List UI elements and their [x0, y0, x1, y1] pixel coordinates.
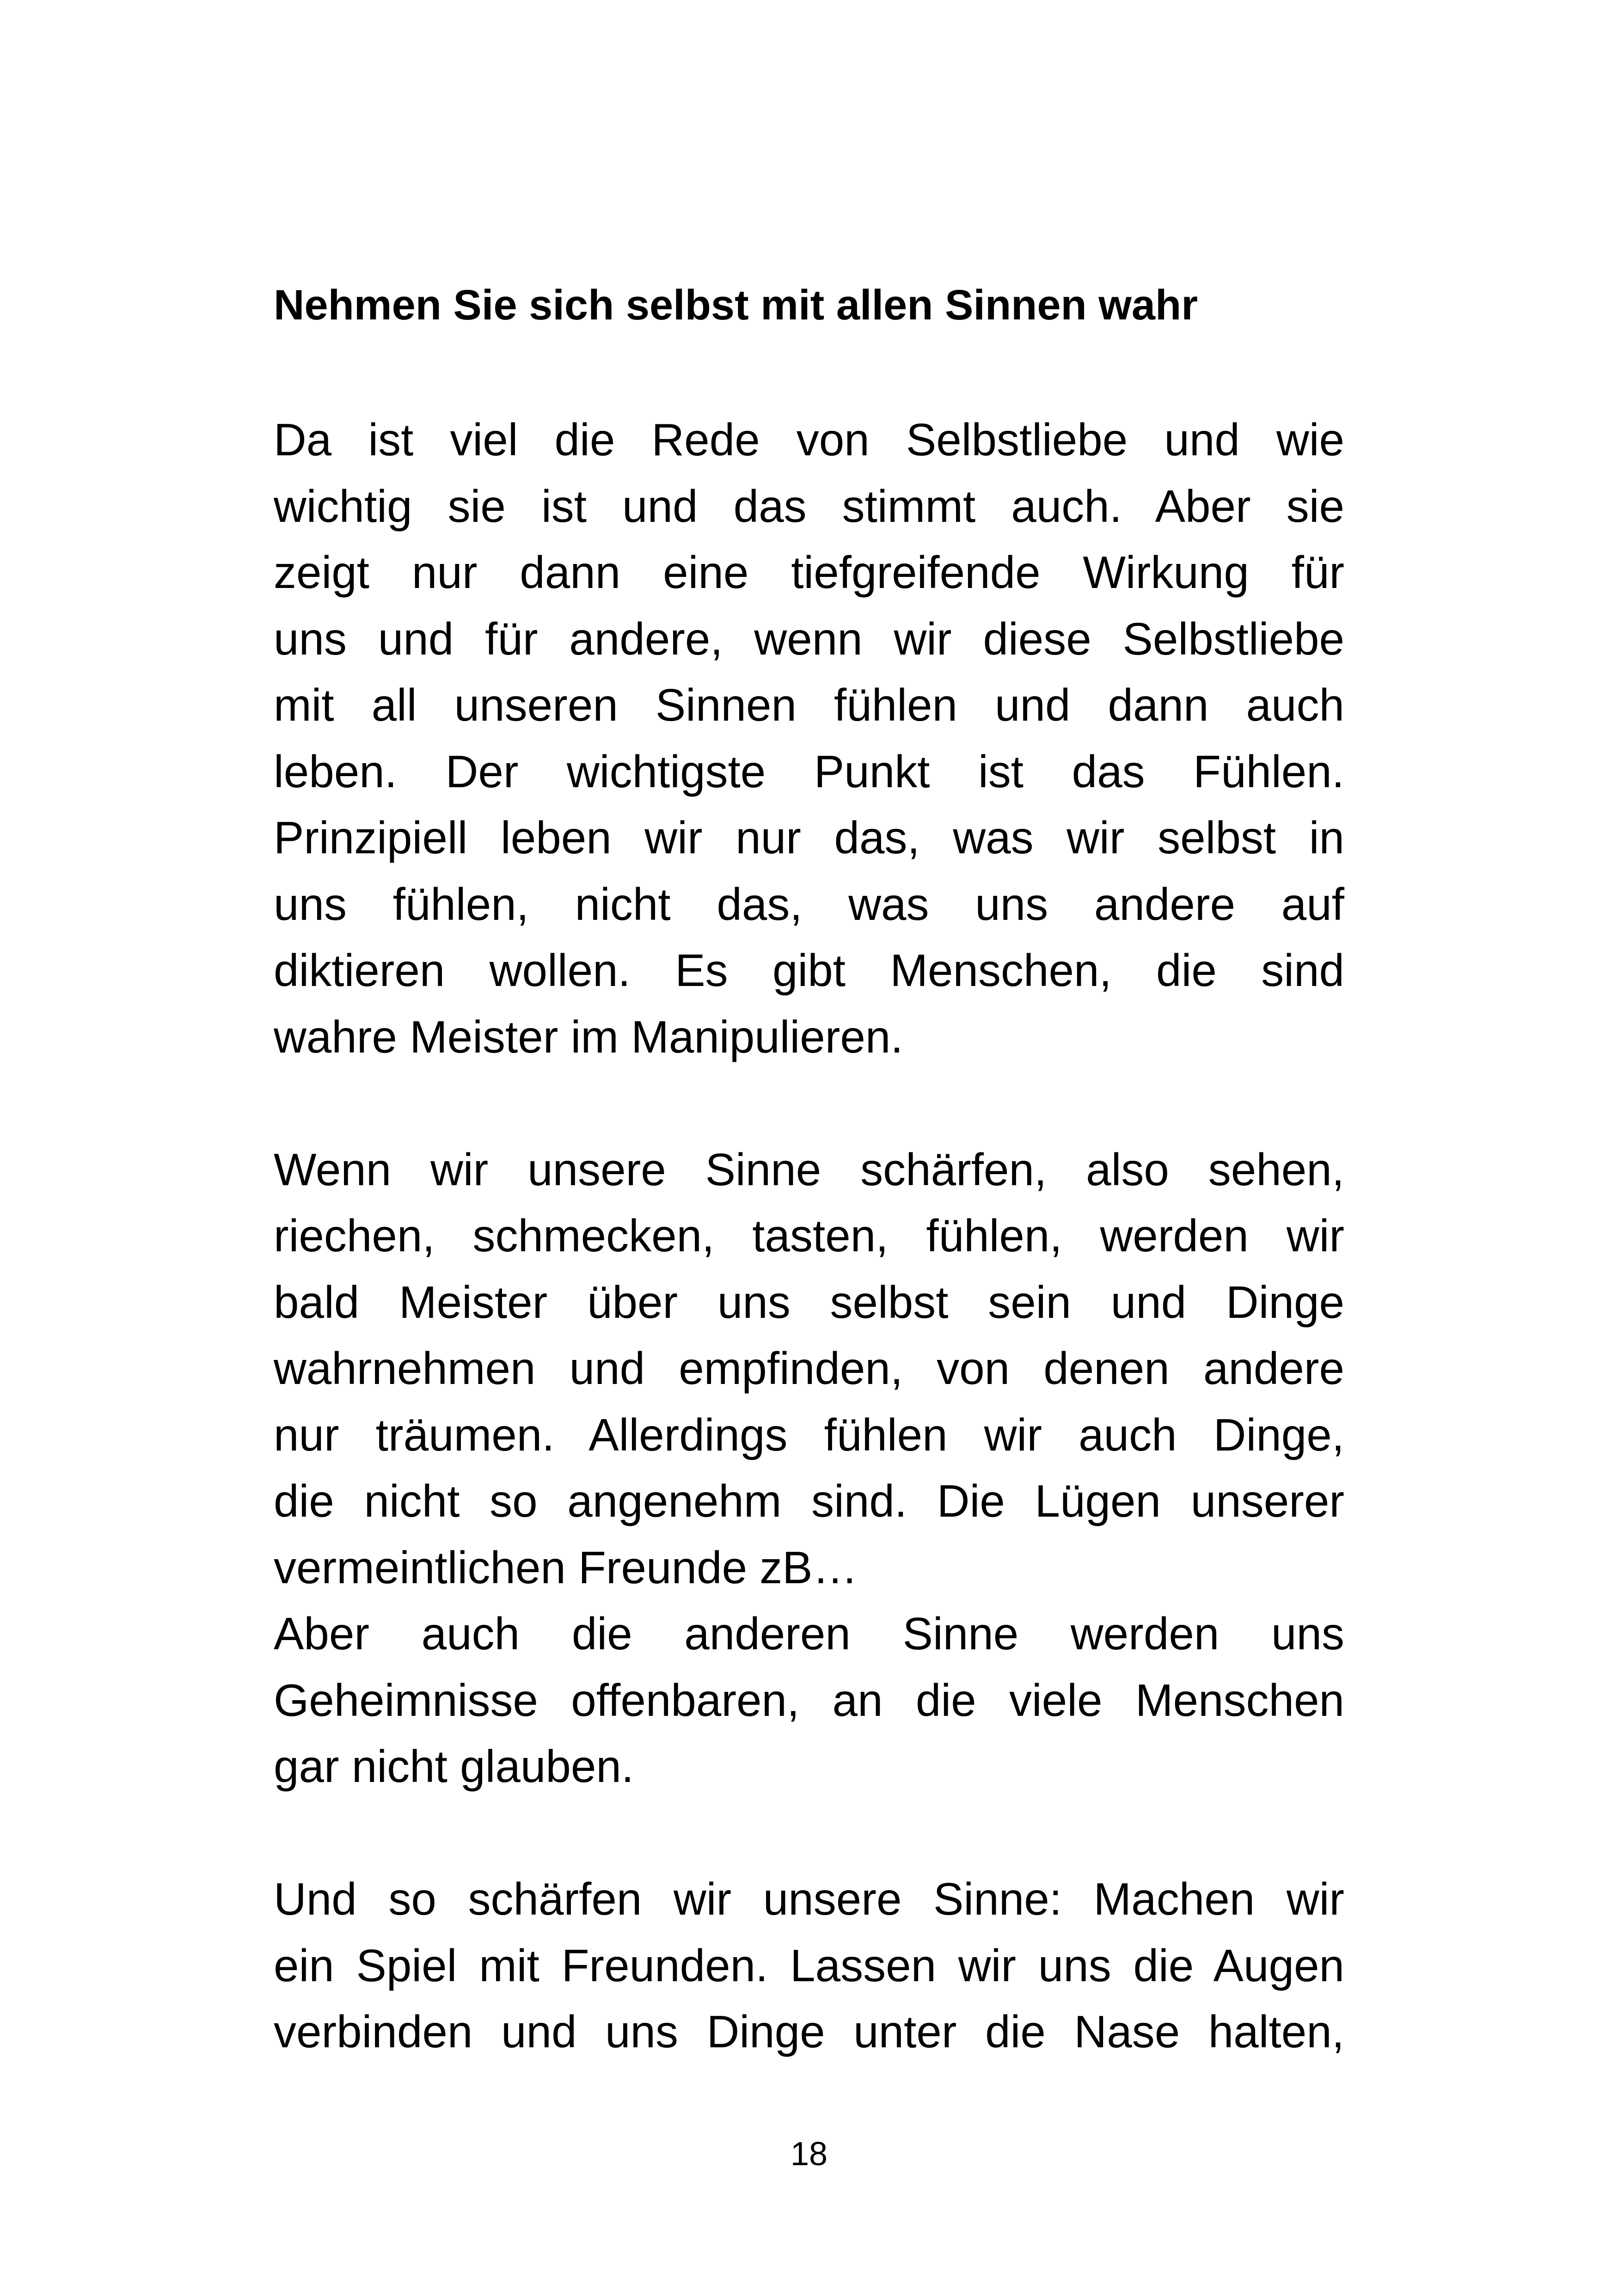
text-line: uns fühlen, nicht das, was uns andere auf: [274, 878, 1344, 930]
chapter-heading: Nehmen Sie sich selbst mit allen Sinnen wahr: [274, 282, 1198, 329]
text-line: die nicht so angenehm sind. Die Lügen unserer: [274, 1476, 1344, 1526]
text-line: wahrnehmen und empfinden, von denen andere: [274, 1343, 1344, 1394]
text-line: Und so schärfen wir unsere Sinne: Machen wir: [274, 1874, 1344, 1924]
paragraph-4: [274, 1866, 1344, 2065]
text-line: bald Meister über uns selbst sein und Dinge: [274, 1276, 1344, 1328]
text-line: Aber auch die anderen Sinne werden uns: [274, 1608, 1344, 1659]
page-content: [274, 277, 1344, 2065]
text-line: Geheimnisse offenbaren, an die viele Menschen: [274, 1674, 1344, 1726]
text-line: riechen, schmecken, tasten, fühlen, werden wir: [274, 1210, 1344, 1261]
paragraph-3: [274, 1601, 1344, 1800]
paragraph-2: [274, 1137, 1344, 1601]
text-line: nur träumen. Allerdings fühlen wir auch Dinge,: [274, 1409, 1344, 1460]
text-line: uns und für andere, wenn wir diese Selbstliebe: [274, 613, 1344, 664]
paragraph-spacer: [274, 1070, 1344, 1137]
paragraph-1: [274, 407, 1344, 1070]
text-line: wichtig sie ist und das stimmt auch. Aber sie: [274, 480, 1344, 532]
text-line: vermeintlichen Freunde zB…: [274, 1542, 858, 1593]
text-line: leben. Der wichtigste Punkt ist das Fühlen.: [274, 746, 1344, 797]
text-line: wahre Meister im Manipulieren.: [274, 1011, 903, 1062]
text-line: gar nicht glauben.: [274, 1741, 634, 1792]
text-line: zeigt nur dann eine tiefgreifende Wirkung für: [274, 547, 1344, 598]
text-line: Da ist viel die Rede von Selbstliebe und wie: [274, 414, 1344, 465]
text-line: Prinzipiell leben wir nur das, was wir selbst in: [274, 812, 1344, 863]
text-line: diktieren wollen. Es gibt Menschen, die sind: [274, 945, 1344, 996]
text-line: Wenn wir unsere Sinne schärfen, also sehen,: [274, 1144, 1344, 1195]
text-line: ein Spiel mit Freunden. Lassen wir uns die Augen: [274, 1940, 1344, 1991]
text-line: verbinden und uns Dinge unter die Nase halten,: [274, 2006, 1344, 2057]
page-number: 18: [790, 2136, 828, 2173]
paragraph-spacer: [274, 1800, 1344, 1867]
text-line: mit all unseren Sinnen fühlen und dann auch: [274, 680, 1344, 730]
